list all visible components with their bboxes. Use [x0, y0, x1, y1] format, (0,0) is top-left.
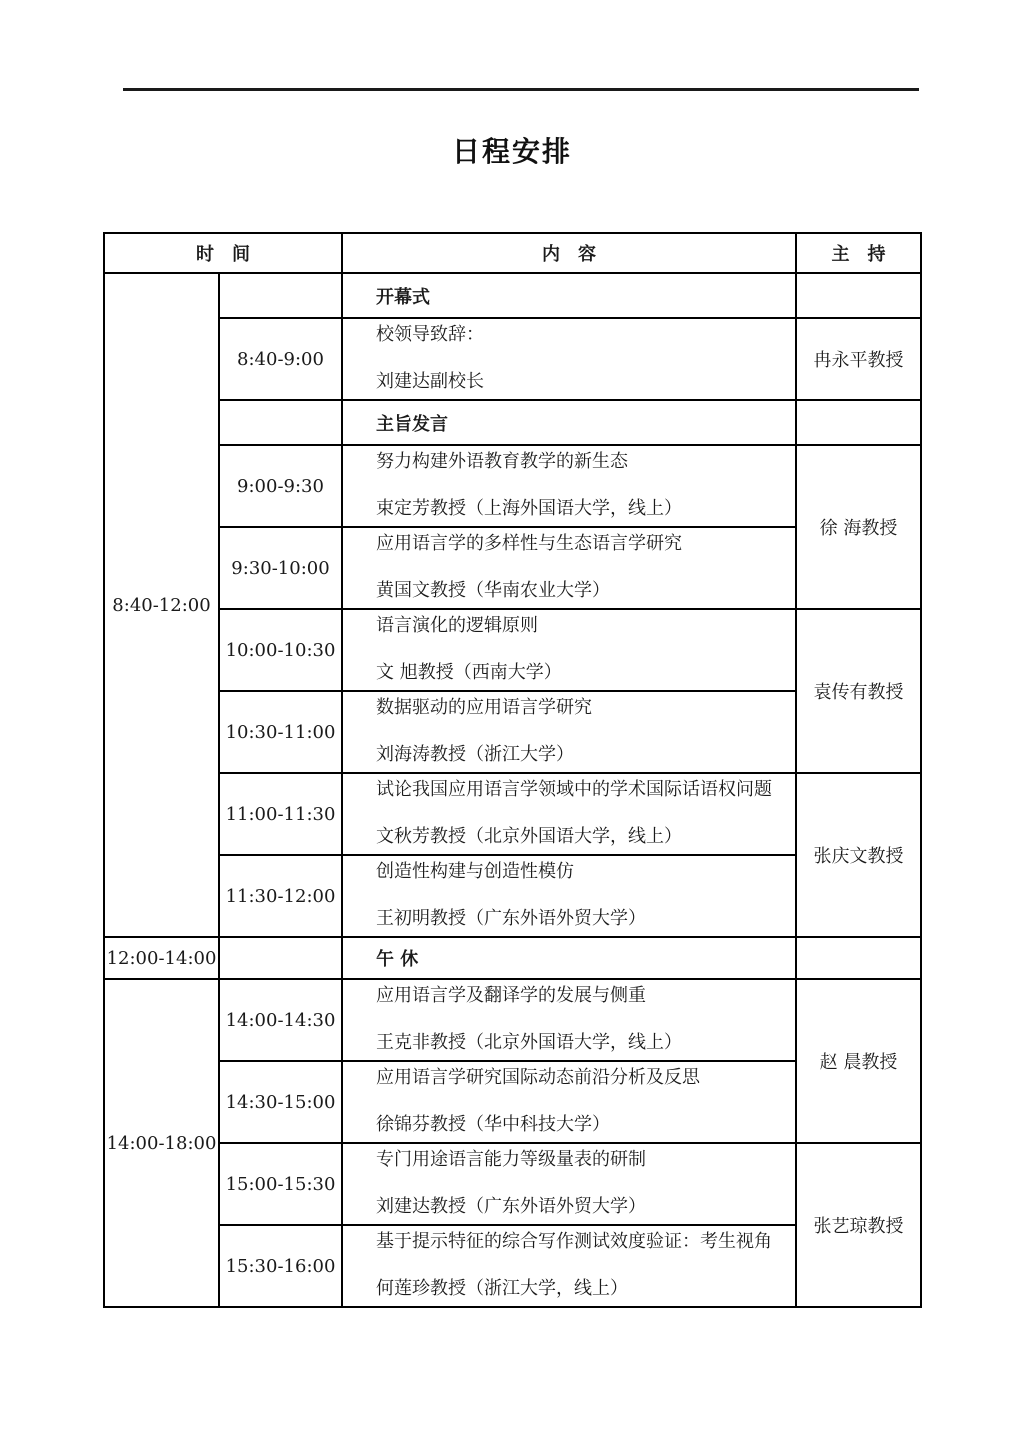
session-time: 11:00-11:30: [219, 773, 342, 855]
session-speaker: 文秋芳教授（北京外国语大学，线上）: [376, 826, 682, 847]
session-row: [104, 979, 921, 1061]
time-block-afternoon: 14:00-18:00: [104, 979, 219, 1307]
session-host: 张庆文教授: [796, 773, 921, 937]
section-opening-label: 开幕式: [342, 273, 796, 318]
session-row: [104, 445, 921, 527]
session-title: 努力构建外语教育教学的新生态: [376, 451, 628, 473]
section-lunch-time-cell: [219, 937, 342, 979]
session-content: [342, 1061, 796, 1143]
section-opening-host-cell: [796, 273, 921, 318]
session-content: [342, 979, 796, 1061]
session-content: [342, 527, 796, 609]
time-block-noon: 12:00-14:00: [104, 937, 219, 979]
session-speaker: 何莲珍教授（浙江大学，线上）: [376, 1278, 628, 1299]
session-time: 9:00-9:30: [219, 445, 342, 527]
session-title: 创造性构建与创造性模仿: [376, 861, 574, 883]
session-title: 基于提示特征的综合写作测试效度验证：考生视角: [376, 1231, 772, 1253]
section-opening-time-cell: [219, 273, 342, 318]
header-content: 内 容: [342, 233, 796, 273]
session-speaker: 束定芳教授（上海外国语大学，线上）: [376, 498, 682, 519]
session-host: 张艺琼教授: [796, 1143, 921, 1307]
session-host: 袁传有教授: [796, 609, 921, 773]
header-host: 主 持: [796, 233, 921, 273]
session-content: [342, 1225, 796, 1307]
session-row: [104, 1143, 921, 1225]
session-content: [342, 855, 796, 937]
section-keynote-label: 主旨发言: [342, 400, 796, 445]
session-time: 15:00-15:30: [219, 1143, 342, 1225]
session-time: 15:30-16:00: [219, 1225, 342, 1307]
time-block-morning: 8:40-12:00: [104, 273, 219, 937]
session-title: 应用语言学的多样性与生态语言学研究: [376, 533, 682, 555]
session-speaker: 王克非教授（北京外国语大学，线上）: [376, 1032, 682, 1053]
session-row: [104, 318, 921, 400]
session-speaker: 徐锦芬教授（华中科技大学）: [376, 1114, 610, 1135]
session-content: [342, 773, 796, 855]
session-content: [342, 318, 796, 400]
schedule-table: [103, 232, 922, 1308]
session-title: 应用语言学研究国际动态前沿分析及反思: [376, 1067, 700, 1089]
session-time: 10:00-10:30: [219, 609, 342, 691]
section-row-lunch: [104, 937, 921, 979]
table-header-row: [104, 233, 921, 273]
session-title: 专门用途语言能力等级量表的研制: [376, 1149, 646, 1171]
session-time: 14:00-14:30: [219, 979, 342, 1061]
session-speaker: 刘建达副校长: [376, 371, 484, 392]
session-time: 8:40-9:00: [219, 318, 342, 400]
session-title: 语言演化的逻辑原则: [376, 615, 538, 637]
session-row: [104, 609, 921, 691]
page-title: 日程安排: [451, 135, 572, 168]
session-title: 应用语言学及翻译学的发展与侧重: [376, 985, 646, 1007]
session-content: [342, 691, 796, 773]
session-content: [342, 445, 796, 527]
header-time: 时 间: [104, 233, 342, 273]
session-time: 11:30-12:00: [219, 855, 342, 937]
session-speaker: 王初明教授（广东外语外贸大学）: [376, 908, 646, 929]
session-speaker: 文 旭教授（西南大学）: [376, 662, 562, 683]
session-host: 冉永平教授: [796, 318, 921, 400]
session-host: 徐 海教授: [796, 445, 921, 609]
session-speaker: 刘海涛教授（浙江大学）: [376, 744, 574, 765]
section-keynote-host-cell: [796, 400, 921, 445]
section-row-keynote: [104, 400, 921, 445]
session-host: 赵 晨教授: [796, 979, 921, 1143]
section-lunch-host-cell: [796, 937, 921, 979]
session-content: [342, 1143, 796, 1225]
section-row-opening: [104, 273, 921, 318]
session-title: 数据驱动的应用语言学研究: [376, 697, 592, 719]
session-speaker: 黄国文教授（华南农业大学）: [376, 580, 610, 601]
session-title: 校领导致辞：: [376, 324, 484, 346]
section-lunch-label: 午 休: [342, 937, 796, 979]
session-title: 试论我国应用语言学领域中的学术国际话语权问题: [376, 779, 772, 801]
session-time: 14:30-15:00: [219, 1061, 342, 1143]
session-speaker: 刘建达教授（广东外语外贸大学）: [376, 1196, 646, 1217]
session-content: [342, 609, 796, 691]
section-keynote-time-cell: [219, 400, 342, 445]
top-divider-rule: [123, 88, 919, 91]
session-time: 9:30-10:00: [219, 527, 342, 609]
session-row: [104, 773, 921, 855]
session-time: 10:30-11:00: [219, 691, 342, 773]
